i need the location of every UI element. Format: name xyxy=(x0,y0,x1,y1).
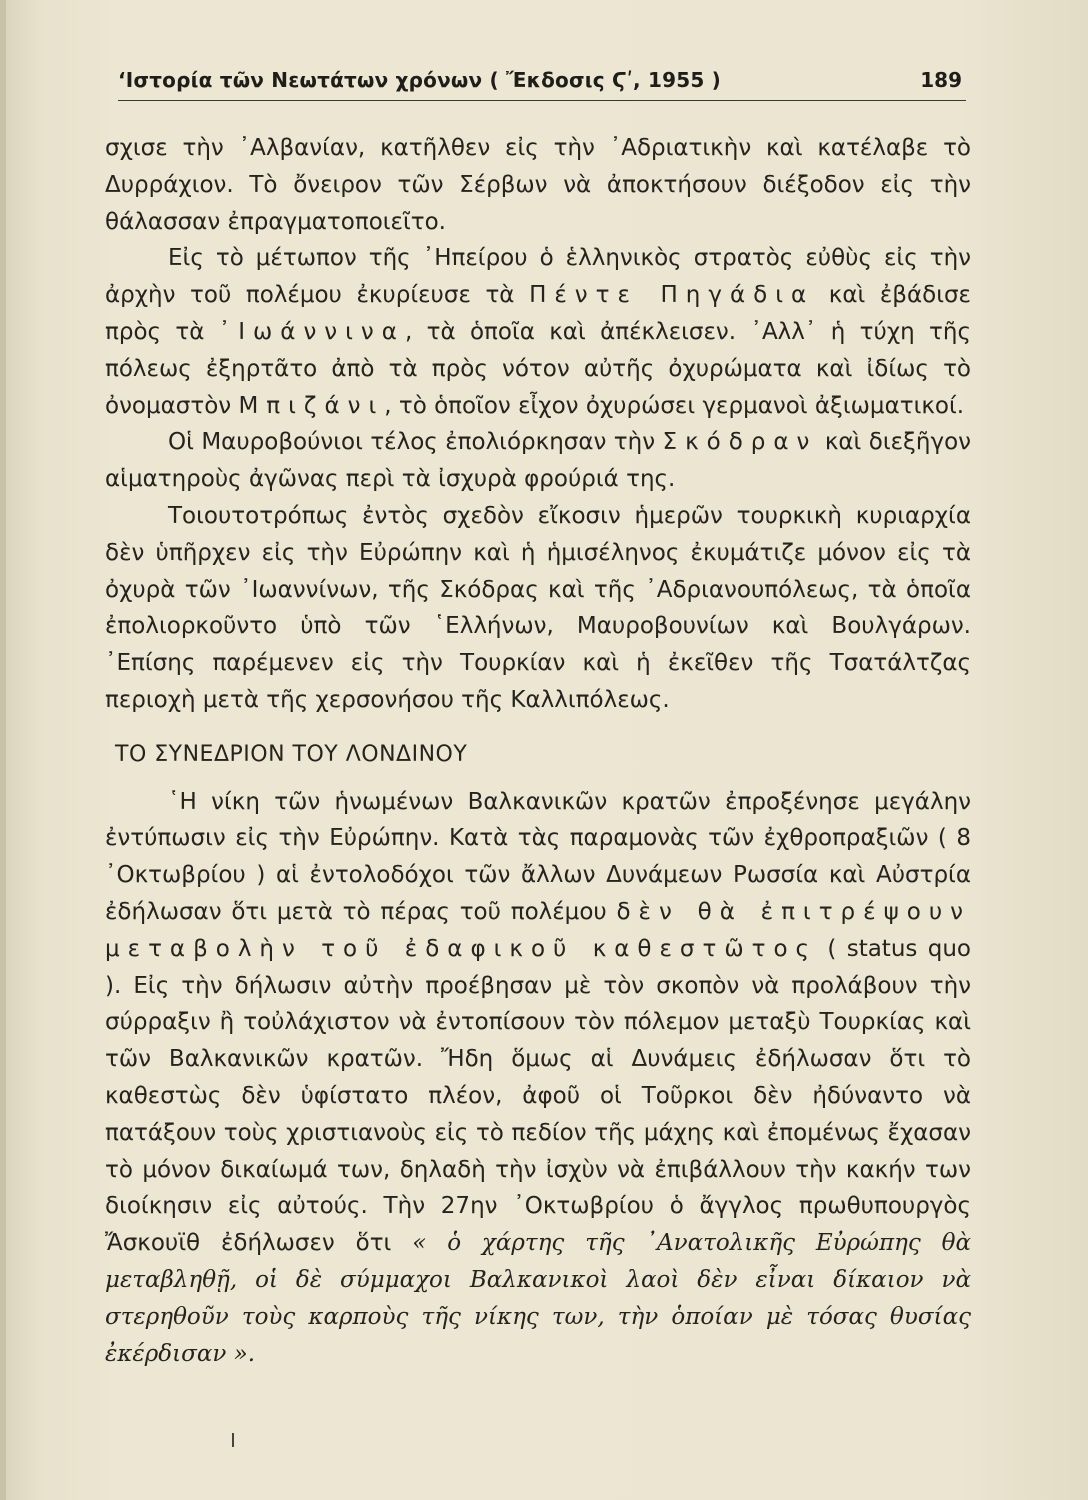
text-segment: ῾Η νίκη τῶν ἡνωμένων Βαλκανικῶν κρατῶν ἐπροξένησε μεγάλην ἐντύπωσιν εἰς τὴν Εὐρώπην. Κατὰ τὰς παραμονὰς τῶν ἐχθροπραξιῶν ( 8 ᾿Οκτωβρίου ) αἱ ἐντολοδόχοι τῶν ἄλλων Δυνάμεων Ρωσσία καὶ Αὐστρία ἐδήλωσαν ὅτι μετὰ τὸ πέρας τοῦ πολέμου xyxy=(105,788,971,925)
paragraph xyxy=(105,424,971,498)
text-segment: καὶ ἐβάδισε πρὸς τὰ xyxy=(105,282,971,345)
page-left-edge-shadow xyxy=(0,0,6,1500)
spaced-emphasis-text: δὲν θὰ ἐπιτρέψουν μεταβολὴν τοῦ ἐδαφικοῦ καθεστῶτος xyxy=(105,898,971,962)
running-header-title: ‘Ιστορία τῶν Νεωτάτων χρόνων ( Ἔκδοσις Ϛʹ, 1955 ) xyxy=(118,68,721,92)
paragraph xyxy=(105,498,971,719)
page-number: 189 xyxy=(920,68,962,92)
paragraph xyxy=(105,784,971,1373)
running-header xyxy=(118,62,966,98)
text-segment: καὶ διεξῆγον αἱματηροὺς ἀγῶνας περὶ τὰ ἰσχυρὰ φρούριά της. xyxy=(105,429,971,493)
quotation-text: « ὁ χάρτης τῆς ᾿Ανατολικῆς Εὐρώπης θὰ μεταβληθῇ, οἱ δὲ σύμμαχοι Βαλκανικοὶ λαοὶ δὲν εἶναι δίκαιον νὰ στερηθοῦν τοὺς καρποὺς τῆς νίκης των, τὴν ὁποίαν μὲ τόσας θυσίας ἐκέρδισαν ». xyxy=(105,1230,971,1367)
header-rule xyxy=(118,100,966,101)
spaced-emphasis-text: Μπιζάνι xyxy=(238,392,385,419)
paragraph xyxy=(105,130,971,240)
margin-tick-mark xyxy=(232,1433,234,1447)
spaced-emphasis-text: ᾿Ιωάννινα xyxy=(218,318,405,345)
spaced-emphasis-text: Σκόδραν xyxy=(662,429,818,456)
text-segment: ( status quo ). Εἰς τὴν δήλωσιν αὐτὴν προέβησαν μὲ τὸν σκοπὸν νὰ προλάβουν τὴν σύρραξιν ἢ τοὐλάχιστον νὰ ἐντοπίσουν τὸν πόλεμον μεταξὺ Τουρκίας καὶ τῶν Βαλκανικῶν κρατῶν. Ἤδη ὅμως αἱ Δυνάμεις ἐδήλωσαν ὅτι τὸ καθεστὼς δὲν ὑφίστατο πλέον, ἀφοῦ οἱ Τοῦρκοι δὲν ἠδύναντο νὰ πατάξουν τοὺς χριστιανοὺς εἰς τὸ πεδίον τῆς μάχης καὶ ἐπομένως ἔχασαν τὸ μόνον δικαίωμά των, δηλαδὴ τὴν ἰσχὺν νὰ ἐπιβάλλουν τὴν κακήν των διοίκησιν εἰς αὐτούς. Τὴν 27ην ᾿Οκτωβρίου ὁ ἄγγλος πρωθυπουργὸς Ἄσκουϊθ ἐδήλωσεν ὅτι xyxy=(105,935,971,1257)
text-segment: , τὸ ὁποῖον εἶχον ὀχυρώσει γερμανοὶ ἀξιωματικοί. xyxy=(384,392,965,419)
spaced-emphasis-text: Πέντε Πηγάδια xyxy=(529,282,815,309)
text-segment: Οἱ Μαυροβούνιοι τέλος ἐπολιόρκησαν τὴν xyxy=(168,429,663,456)
section-heading xyxy=(115,737,971,774)
text-segment: Τοιουτοτρόπως ἐντὸς σχεδὸν εἴκοσιν ἡμερῶν τουρκικὴ κυριαρχία δὲν ὑπῆρχεν εἰς τὴν Εὐρώπην καὶ ἡ ἡμισέληνος ἐκυμάτιζε μόνον εἰς τὰ ὀχυρὰ τῶν ᾿Ιωαννίνων, τῆς Σκόδρας καὶ τῆς ᾿Αδριανουπόλεως, τὰ ὁποῖα ἐπολιορκοῦντο ὑπὸ τῶν ῾Ελλήνων, Μαυροβουνίων καὶ Βουλγάρων. ᾿Επίσης παρέμενεν εἰς τὴν Τουρκίαν καὶ ἡ ἐκεῖθεν τῆς Τσατάλτζας περιοχὴ μετὰ τῆς χερσονήσου τῆς Καλλιπόλεως. xyxy=(105,502,971,713)
paragraph xyxy=(105,240,971,424)
text-segment: σχισε τὴν ᾿Αλβανίαν, κατῆλθεν εἰς τὴν ᾿Αδριατικὴν καὶ κατέλαβε τὸ Δυρράχιον. Τὸ ὄνειρον τῶν Σέρβων νὰ ἀποκτήσουν διέξοδον εἰς τὴν θάλασσαν ἐπραγματοποιεῖτο. xyxy=(105,135,971,235)
text-segment: ΤΟ ΣΥΝΕΔΡΙΟΝ ΤΟΥ ΛΟΝΔΙΝΟΥ xyxy=(115,741,468,767)
body-text xyxy=(105,130,971,1372)
text-segment: , τὰ ὁποῖα καὶ ἀπέκλεισεν. ᾿Αλλ᾿ ἡ τύχη τῆς πόλεως ἐξηρτᾶτο ἀπὸ τὰ πρὸς νότον αὐτῆς ὀχυρώματα καὶ ἰδίως τὸ ὀνομαστὸν xyxy=(105,318,971,419)
text-segment: Εἰς τὸ μέτωπον τῆς ᾿Ηπείρου ὁ ἑλληνικὸς στρατὸς εὐθὺς εἰς τὴν ἀρχὴν τοῦ πολέμου ἐκυρίευσε τὰ xyxy=(105,245,971,309)
